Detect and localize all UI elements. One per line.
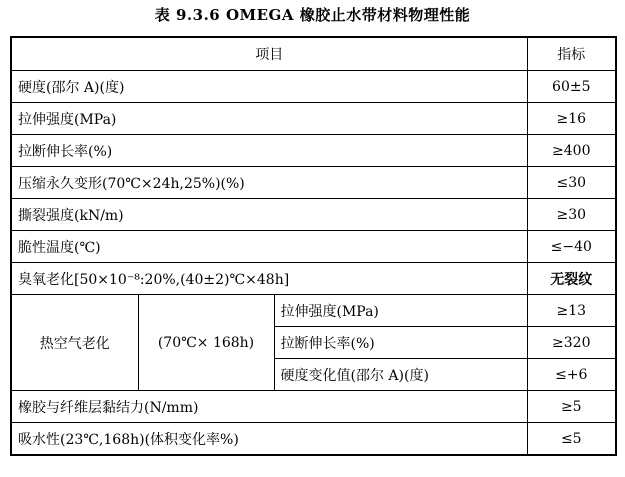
table-header-row	[11, 37, 616, 71]
row-value: 60±5	[527, 71, 616, 103]
row-item: 拉伸强度(MPa)	[11, 103, 527, 135]
row-value: ≤−40	[527, 231, 616, 263]
row-item: 压缩永久变形(70℃×24h,25%)(%)	[11, 167, 527, 199]
row-value: ≤30	[527, 167, 616, 199]
table-row	[11, 423, 616, 456]
row-item: 臭氧老化[50×10⁻⁸:20%,(40±2)℃×48h]	[11, 263, 527, 295]
row-value: ≥30	[527, 199, 616, 231]
header-index: 指标	[527, 37, 616, 71]
header-item: 项目	[11, 37, 527, 71]
row-value: ≤5	[527, 423, 616, 456]
aging-sub-value: ≥13	[527, 295, 616, 327]
row-item: 拉断伸长率(%)	[11, 135, 527, 167]
table-row	[11, 167, 616, 199]
table-row	[11, 391, 616, 423]
table-row	[11, 71, 616, 103]
row-item: 吸水性(23℃,168h)(体积变化率%)	[11, 423, 527, 456]
aging-sub-value: ≤+6	[527, 359, 616, 391]
table-title: 表 9.3.6 OMEGA 橡胶止水带材料物理性能	[154, 6, 471, 24]
table-row	[11, 103, 616, 135]
table-row	[11, 295, 616, 327]
row-value: 无裂纹	[527, 263, 616, 295]
table-row	[11, 231, 616, 263]
table-row	[11, 135, 616, 167]
row-item: 撕裂强度(kN/m)	[11, 199, 527, 231]
row-value: ≥5	[527, 391, 616, 423]
row-item: 橡胶与纤维层黏结力(N/mm)	[11, 391, 527, 423]
row-item: 脆性温度(℃)	[11, 231, 527, 263]
aging-sub-item: 拉断伸长率(%)	[274, 327, 527, 359]
row-value: ≥400	[527, 135, 616, 167]
aging-condition: (70℃× 168h)	[138, 295, 274, 391]
aging-sub-item: 硬度变化值(邵尔 A)(度)	[274, 359, 527, 391]
table-row	[11, 263, 616, 295]
table-row	[11, 199, 616, 231]
aging-sub-value: ≥320	[527, 327, 616, 359]
properties-table	[10, 36, 617, 456]
aging-label: 热空气老化	[11, 295, 138, 391]
aging-sub-item: 拉伸强度(MPa)	[274, 295, 527, 327]
row-item: 硬度(邵尔 A)(度)	[11, 71, 527, 103]
row-value: ≥16	[527, 103, 616, 135]
